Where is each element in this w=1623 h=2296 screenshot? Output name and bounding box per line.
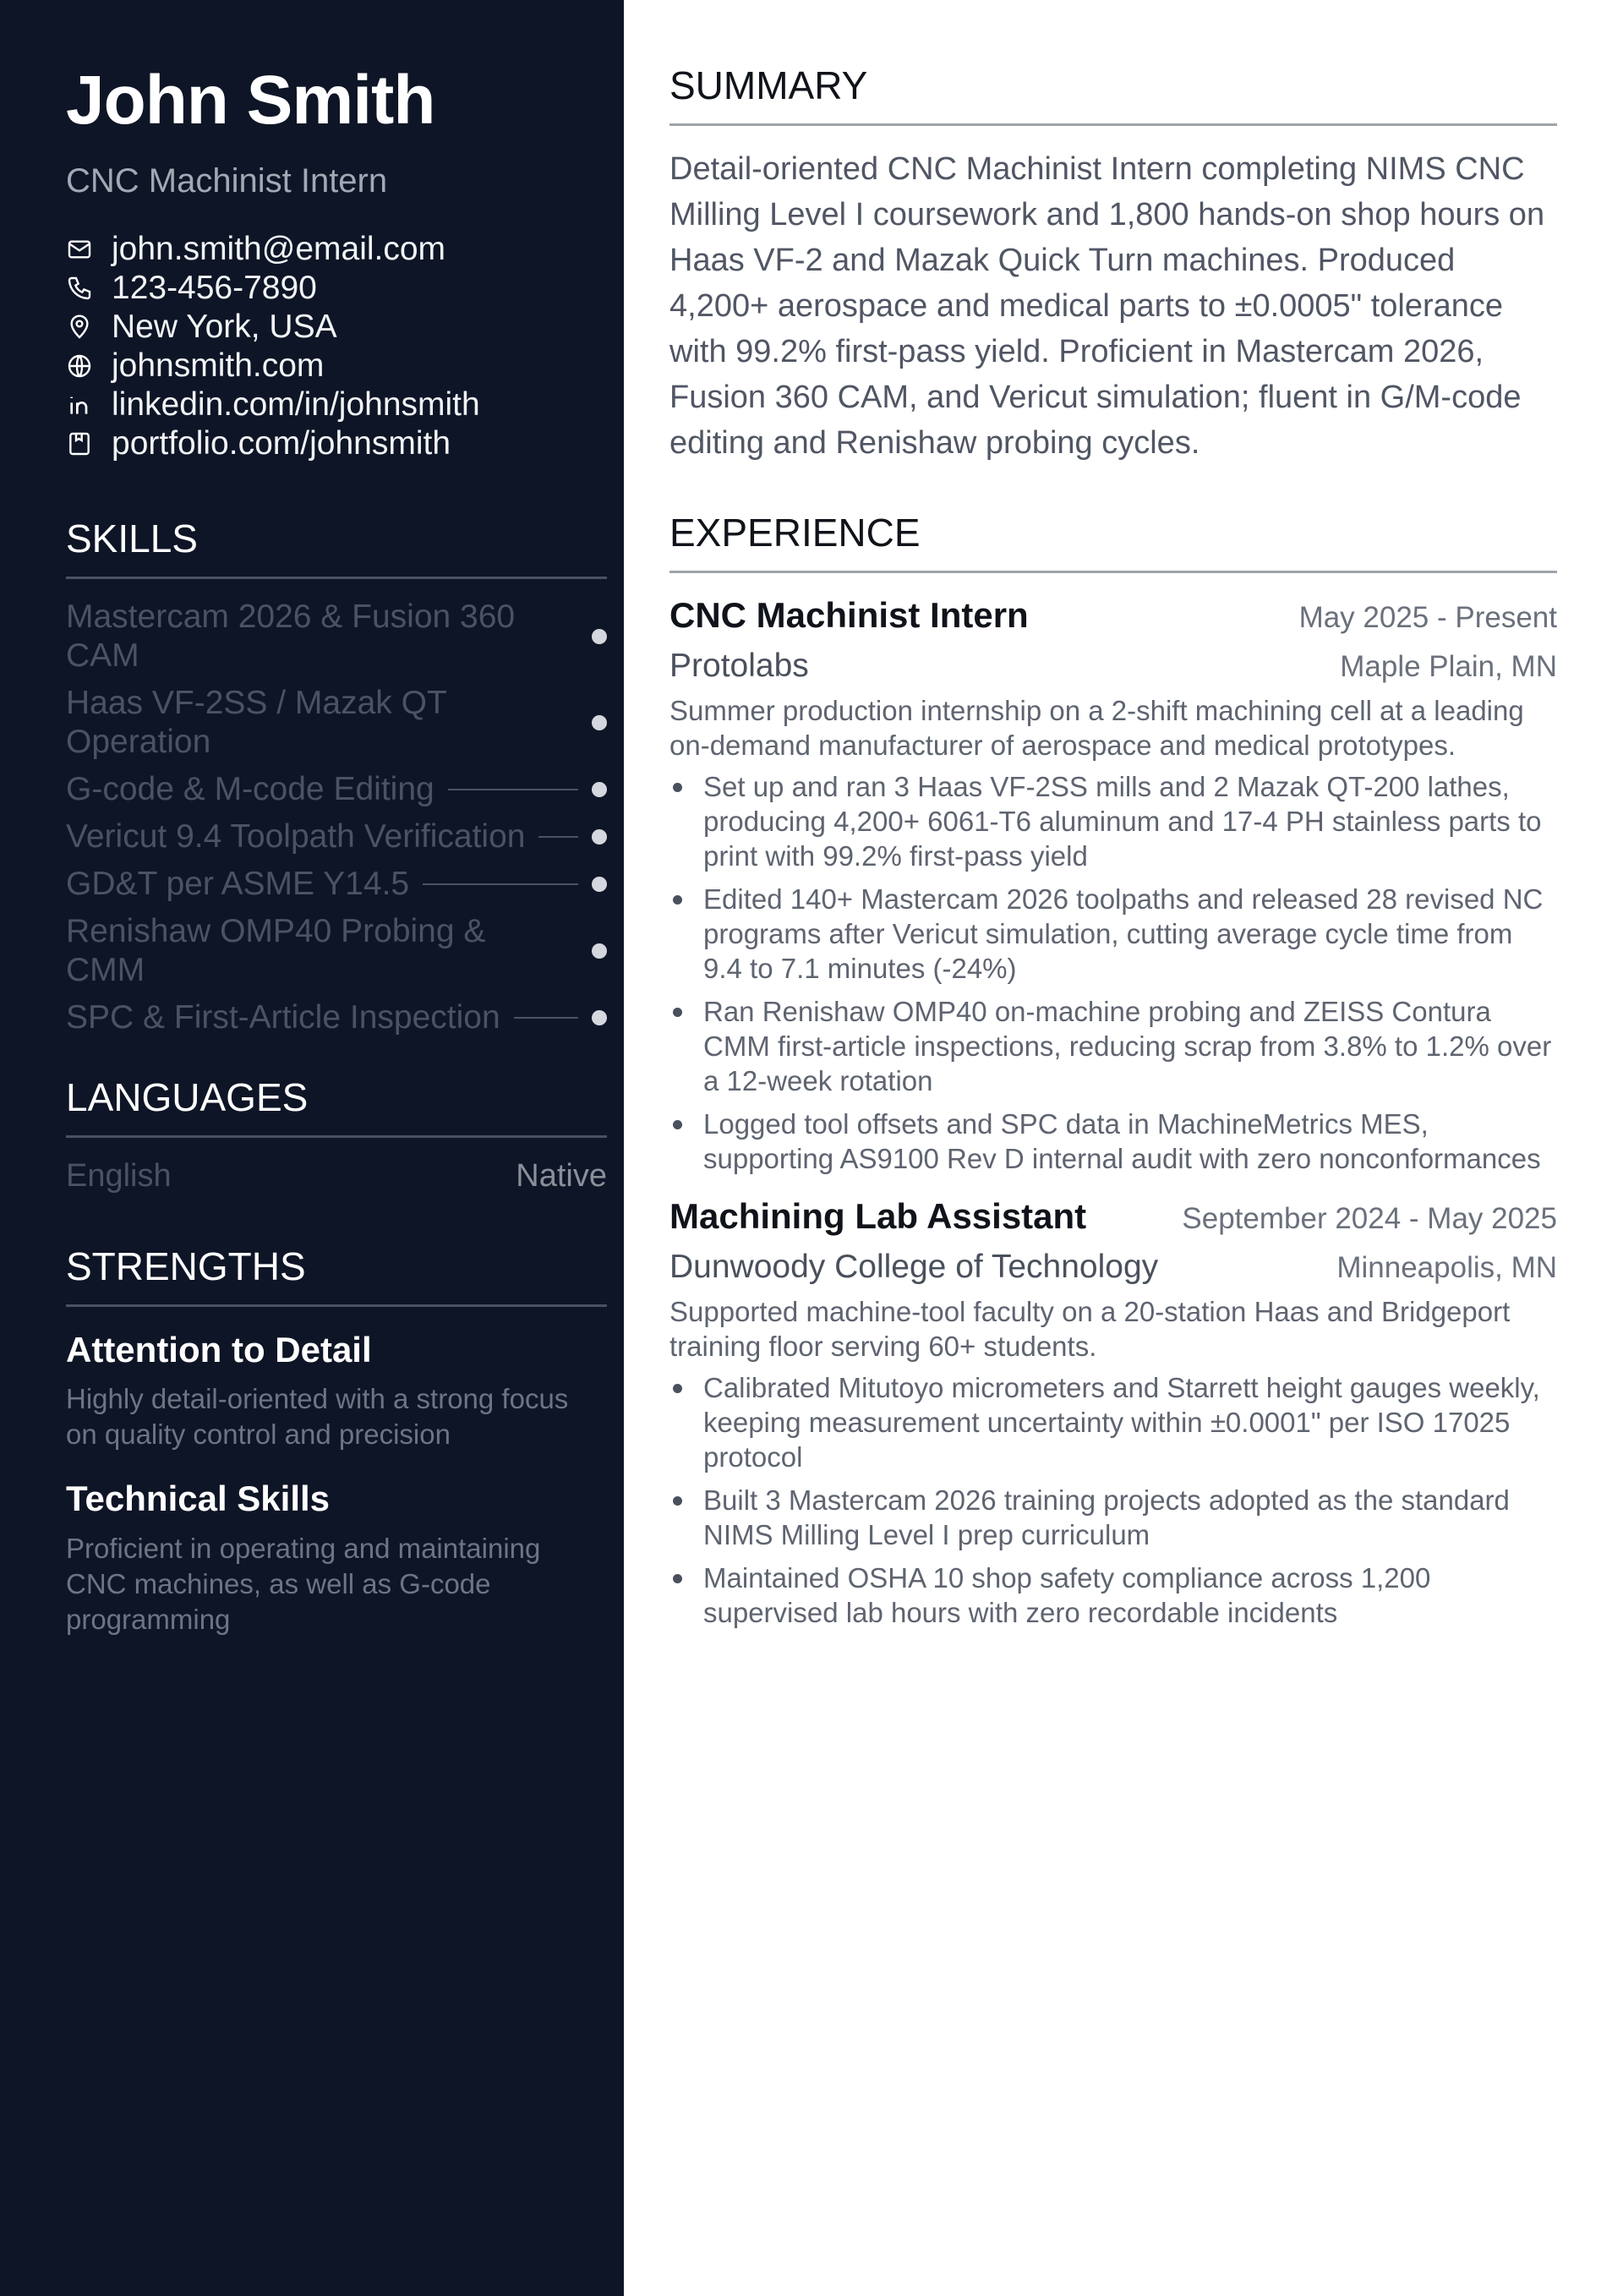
skills-list xyxy=(66,598,607,1037)
skill-item xyxy=(66,998,607,1037)
job-date: September 2024 - May 2025 xyxy=(1182,1202,1557,1235)
summary-heading: SUMMARY xyxy=(669,66,1557,126)
job-bullet: Logged tool offsets and SPC data in MachineMetrics MES, supporting AS9100 Rev D internal audit with zero nonconformances xyxy=(669,1107,1557,1176)
job-bullets xyxy=(669,769,1557,1176)
job-location: Maple Plain, MN xyxy=(1340,650,1557,683)
skills-section xyxy=(66,519,607,1037)
globe-icon xyxy=(66,353,93,380)
skill-label: Renishaw OMP40 Probing & CMM xyxy=(66,913,486,988)
contact-linkedin[interactable] xyxy=(66,385,607,424)
contact-phone-text: 123-456-7890 xyxy=(112,270,317,306)
strength-item xyxy=(66,1478,607,1637)
strength-description: Proficient in operating and maintaining CNC machines, as well as G-code programming xyxy=(66,1532,541,1635)
contact-phone[interactable] xyxy=(66,269,607,308)
contact-website[interactable] xyxy=(66,347,607,385)
job-entry xyxy=(669,1196,1557,1630)
skill-label: GD&T per ASME Y14.5 xyxy=(66,866,410,902)
strengths-section xyxy=(66,1244,607,1637)
contact-email[interactable] xyxy=(66,230,607,269)
phone-icon xyxy=(66,275,93,302)
mail-icon xyxy=(66,236,93,263)
experience-section xyxy=(669,513,1557,1630)
contact-linkedin-text: linkedin.com/in/johnsmith xyxy=(112,386,480,423)
language-level: Native xyxy=(516,1158,607,1194)
contact-website-text: johnsmith.com xyxy=(112,347,325,384)
job-bullet: Edited 140+ Mastercam 2026 toolpaths and released 28 revised NC programs after Vericut simulation, cutting average cycle time from 9.4 to 7.1 minutes (-24%) xyxy=(669,882,1557,986)
language-name: English xyxy=(66,1158,172,1194)
job-description: Supported machine-tool faculty on a 20-station Haas and Bridgeport training floor serving 60+ students. xyxy=(669,1296,1511,1362)
strength-item xyxy=(66,1329,607,1452)
skill-level-dot xyxy=(592,943,607,959)
contact-location-text: New York, USA xyxy=(112,309,337,345)
language-item xyxy=(66,1158,607,1194)
skill-line xyxy=(553,636,578,637)
job-bullet: Built 3 Mastercam 2026 training projects adopted as the standard NIMS Milling Level I prep curriculum xyxy=(669,1483,1557,1552)
job-location: Minneapolis, MN xyxy=(1336,1251,1557,1284)
skill-line xyxy=(514,1017,578,1019)
job-company: Protolabs xyxy=(669,648,809,684)
strength-name: Attention to Detail xyxy=(66,1330,372,1369)
strength-name: Technical Skills xyxy=(66,1479,331,1519)
skill-level-dot xyxy=(592,782,607,797)
summary-section xyxy=(669,63,1557,466)
skill-line xyxy=(553,722,578,724)
contact-location xyxy=(66,308,607,347)
skill-label: Haas VF-2SS / Mazak QT Operation xyxy=(66,685,447,760)
contact-list xyxy=(66,230,607,463)
job-date: May 2025 - Present xyxy=(1298,601,1557,634)
skill-item xyxy=(66,684,607,762)
skill-item xyxy=(66,770,607,809)
skill-level-dot xyxy=(592,877,607,892)
skill-item xyxy=(66,865,607,904)
skill-item xyxy=(66,817,607,856)
skill-line xyxy=(423,883,578,885)
contact-email-text: john.smith@email.com xyxy=(112,231,446,267)
strengths-heading: STRENGTHS xyxy=(66,1247,607,1307)
location-pin-icon xyxy=(66,314,93,341)
portfolio-icon xyxy=(66,430,93,457)
skill-line xyxy=(538,836,578,838)
skill-label: Mastercam 2026 & Fusion 360 CAM xyxy=(66,599,516,674)
job-bullet: Calibrated Mitutoyo micrometers and Starrett height gauges weekly, keeping measurement uncertainty within ±0.0001" per ISO 17025 protocol xyxy=(669,1370,1557,1474)
contact-portfolio[interactable] xyxy=(66,424,607,463)
contact-portfolio-text: portfolio.com/johnsmith xyxy=(112,425,451,462)
sidebar xyxy=(0,0,624,2296)
skill-label: SPC & First-Article Inspection xyxy=(66,999,500,1036)
skill-line xyxy=(553,950,578,952)
job-role: Machining Lab Assistant xyxy=(669,1196,1087,1236)
strength-description: Highly detail-oriented with a strong focus on quality control and precision xyxy=(66,1383,569,1451)
skill-level-dot xyxy=(592,629,607,644)
skills-heading: SKILLS xyxy=(66,519,607,579)
candidate-name: John Smith xyxy=(66,62,435,139)
experience-heading: EXPERIENCE xyxy=(669,513,1557,573)
languages-section xyxy=(66,1075,607,1194)
job-role: CNC Machinist Intern xyxy=(669,595,1029,635)
skill-item xyxy=(66,598,607,675)
linkedin-icon xyxy=(66,391,93,418)
job-entry xyxy=(669,595,1557,1176)
skill-line xyxy=(448,789,578,790)
summary-text: Detail-oriented CNC Machinist Intern completing NIMS CNC Milling Level I coursework and 1,800 hands-on shop hours on Haas VF-2 and Mazak Quick Turn machines. Produced 4,200+ aerospace and medical parts to ±0.0005" tolerance with 99.2% first-pass yield. Proficient in Mastercam 2026, Fusion 360 CAM, and Vericut simulation; fluent in G/M-code editing and Renishaw probing cycles. xyxy=(669,151,1545,461)
candidate-title: CNC Machinist Intern xyxy=(66,162,388,200)
job-bullet: Maintained OSHA 10 shop safety compliance across 1,200 supervised lab hours with zero recordable incidents xyxy=(669,1561,1557,1630)
languages-heading: LANGUAGES xyxy=(66,1078,607,1138)
main-content xyxy=(669,63,1557,1638)
skill-label: G-code & M-code Editing xyxy=(66,771,434,807)
job-bullets xyxy=(669,1370,1557,1630)
job-company: Dunwoody College of Technology xyxy=(669,1249,1159,1285)
skill-level-dot xyxy=(592,829,607,845)
skill-item xyxy=(66,912,607,990)
job-bullet: Ran Renishaw OMP40 on-machine probing and ZEISS Contura CMM first-article inspections, reducing scrap from 3.8% to 1.2% over a 12-week rotation xyxy=(669,994,1557,1098)
skill-level-dot xyxy=(592,715,607,730)
job-bullet: Set up and ran 3 Haas VF-2SS mills and 2 Mazak QT-200 lathes, producing 4,200+ 6061-T6 aluminum and 17-4 PH stainless parts to print with 99.2% first-pass yield xyxy=(669,769,1557,873)
skill-label: Vericut 9.4 Toolpath Verification xyxy=(66,818,526,855)
skill-level-dot xyxy=(592,1010,607,1025)
job-description: Summer production internship on a 2-shift machining cell at a leading on-demand manufacturer of aerospace and medical prototypes. xyxy=(669,695,1524,761)
